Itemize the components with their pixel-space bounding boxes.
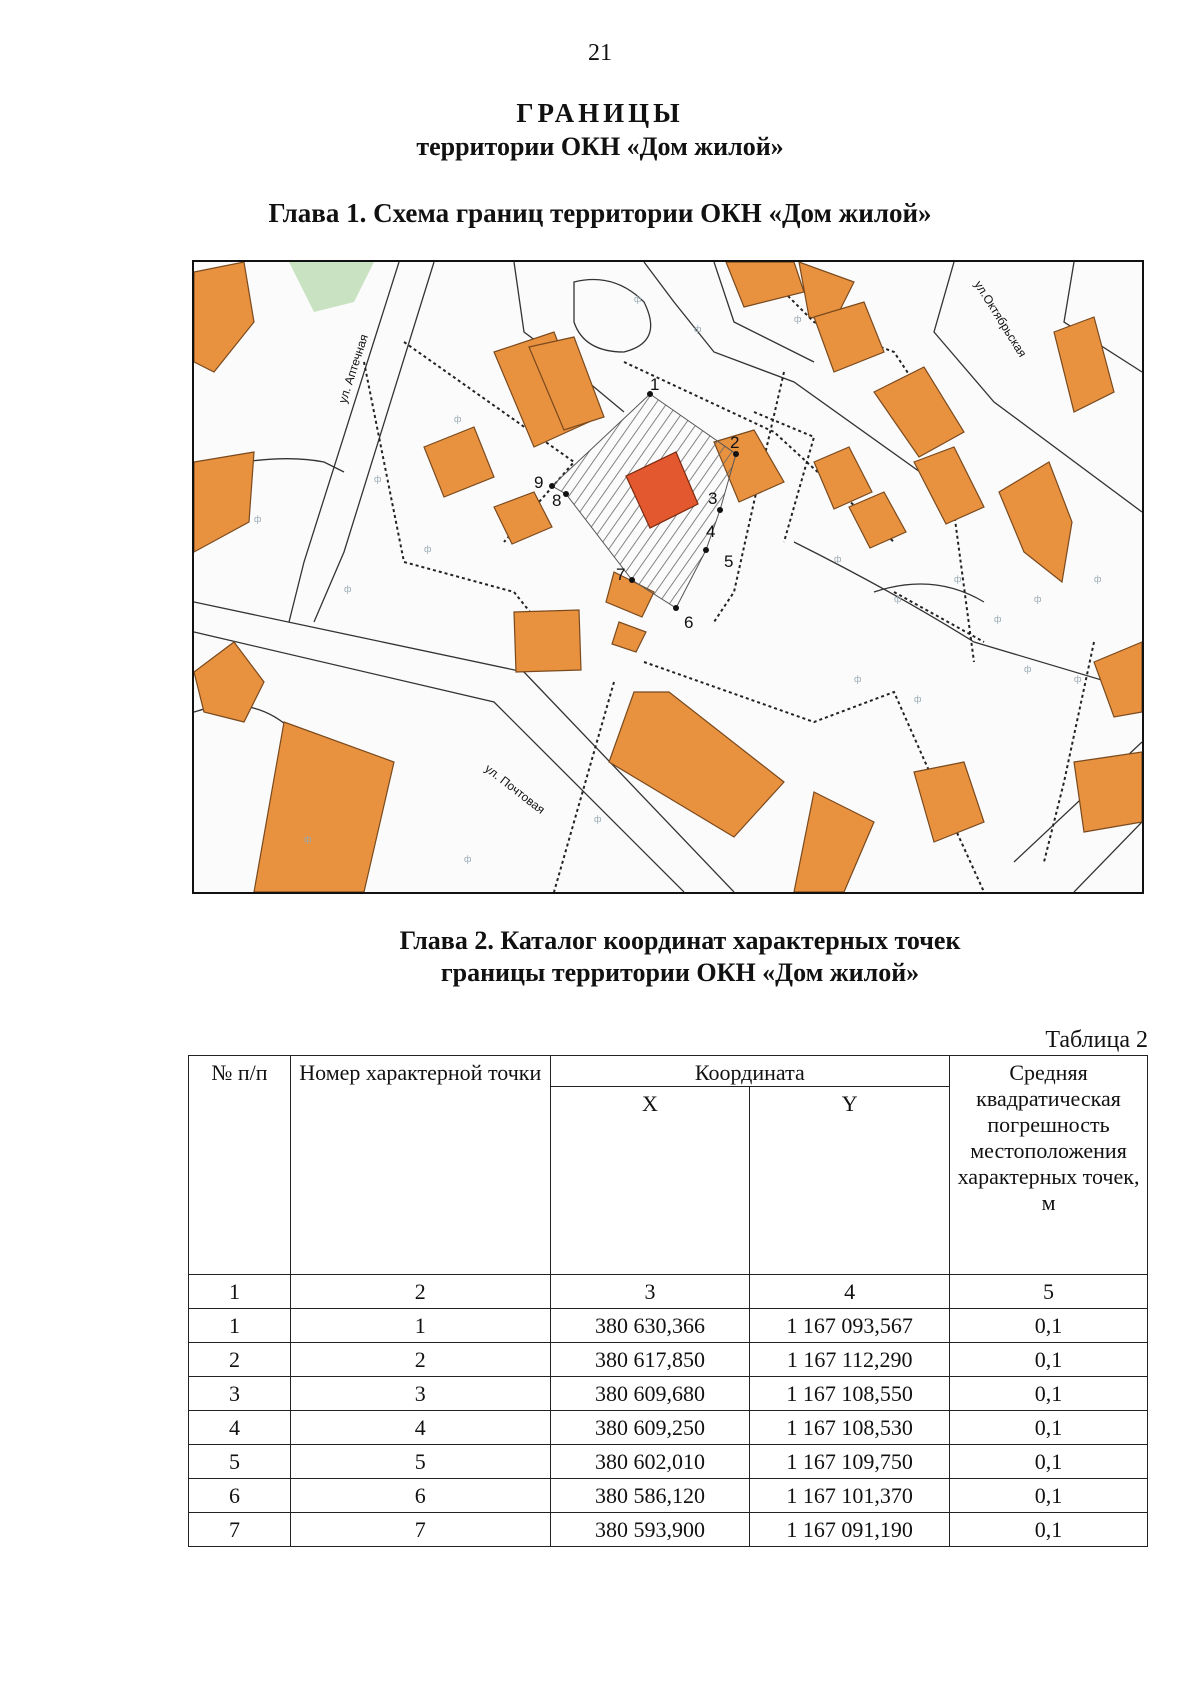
point-label: 7 (616, 565, 626, 584)
table-row (189, 1377, 1148, 1411)
svg-text:ф: ф (344, 584, 352, 594)
header-x: X (550, 1087, 750, 1275)
svg-text:ф: ф (454, 414, 462, 424)
svg-text:ф: ф (1094, 574, 1102, 584)
point-label: 1 (650, 375, 660, 394)
header-num: № п/п (189, 1056, 291, 1275)
table-cell: 4 (750, 1275, 950, 1309)
table-cell: 6 (290, 1479, 550, 1513)
point-label: 3 (708, 489, 718, 508)
table-cell: 0,1 (950, 1445, 1148, 1479)
table-cell: 1 167 093,567 (750, 1309, 950, 1343)
table-cell: 1 167 091,190 (750, 1513, 950, 1547)
table-cell: 0,1 (950, 1343, 1148, 1377)
point-label: 6 (684, 613, 694, 632)
table-cell: 1 167 108,530 (750, 1411, 950, 1445)
table-cell: 3 (550, 1275, 750, 1309)
table-cell: 5 (290, 1445, 550, 1479)
svg-text:ф: ф (694, 324, 702, 334)
point-label: 5 (724, 552, 734, 571)
table-row (189, 1343, 1148, 1377)
table-cell: 4 (290, 1411, 550, 1445)
table-cell: 380 586,120 (550, 1479, 750, 1513)
header-y: Y (750, 1087, 950, 1275)
header-error: Средняя квадратическая погрешность местоположения характерных точек, м (950, 1056, 1148, 1275)
svg-text:ф: ф (994, 614, 1002, 624)
table-cell: 1 167 101,370 (750, 1479, 950, 1513)
header-point: Номер характерной точки (290, 1056, 550, 1275)
svg-text:ф: ф (894, 594, 902, 604)
table-cell: 0,1 (950, 1411, 1148, 1445)
street-label: ул. Почтовая (482, 761, 548, 817)
chapter1-heading: Глава 1. Схема границ территории ОКН «Дом жилой» (268, 198, 932, 228)
svg-text:ф: ф (634, 294, 642, 304)
svg-text:ф: ф (1024, 664, 1032, 674)
svg-text:ф: ф (954, 574, 962, 584)
table-cell: 1 167 109,750 (750, 1445, 950, 1479)
table-cell: 3 (189, 1377, 291, 1411)
svg-text:ф: ф (304, 834, 312, 844)
table-row (189, 1479, 1148, 1513)
table-cell: 3 (290, 1377, 550, 1411)
table-cell: 0,1 (950, 1377, 1148, 1411)
svg-text:ф: ф (464, 854, 472, 864)
header-coordinate: Координата (550, 1056, 949, 1087)
table-cell: 1 (189, 1309, 291, 1343)
boundary-map (192, 260, 1144, 894)
chapter2-heading (330, 925, 1030, 989)
table-cell: 7 (189, 1513, 291, 1547)
table-row (189, 1309, 1148, 1343)
table-cell: 380 602,010 (550, 1445, 750, 1479)
svg-text:ф: ф (1034, 594, 1042, 604)
table-cell: 5 (189, 1445, 291, 1479)
point-label: 2 (730, 433, 740, 452)
table-cell: 7 (290, 1513, 550, 1547)
street-label: ул. Аптечная (335, 332, 371, 405)
table-cell: 380 609,680 (550, 1377, 750, 1411)
chapter2-heading-line1: Глава 2. Каталог координат характерных точек (399, 926, 961, 955)
coordinates-table (188, 1055, 1148, 1547)
document-subtitle: территории ОКН «Дом жилой» (416, 132, 784, 161)
table-cell: 1 (189, 1275, 291, 1309)
table-cell: 380 617,850 (550, 1343, 750, 1377)
table-cell: 0,1 (950, 1309, 1148, 1343)
table-cell: 1 167 108,550 (750, 1377, 950, 1411)
chapter2-heading-line2: границы территории ОКН «Дом жилой» (440, 958, 920, 987)
table-cell: 5 (950, 1275, 1148, 1309)
table-cell: 1 (290, 1309, 550, 1343)
page-number: 21 (588, 40, 612, 66)
table-cell: 380 609,250 (550, 1411, 750, 1445)
svg-text:ф: ф (1074, 674, 1082, 684)
table-cell: 380 593,900 (550, 1513, 750, 1547)
table-cell: 0,1 (950, 1513, 1148, 1547)
point-label: 4 (706, 522, 716, 541)
table-cell: 1 167 112,290 (750, 1343, 950, 1377)
table-row (189, 1513, 1148, 1547)
table-cell: 6 (189, 1479, 291, 1513)
svg-text:ф: ф (914, 694, 922, 704)
svg-text:ф: ф (374, 474, 382, 484)
table-row (189, 1445, 1148, 1479)
index-row (189, 1275, 1148, 1309)
point-label: 9 (534, 473, 544, 492)
table-cell: 0,1 (950, 1479, 1148, 1513)
table-row (189, 1411, 1148, 1445)
table-cell: 2 (189, 1343, 291, 1377)
svg-text:ф: ф (594, 814, 602, 824)
table-cell: 380 630,366 (550, 1309, 750, 1343)
table-cell: 2 (290, 1275, 550, 1309)
table-caption: Таблица 2 (1045, 1027, 1148, 1053)
svg-text:ф: ф (794, 314, 802, 324)
svg-text:ф: ф (854, 674, 862, 684)
street-label: ул.Октябрьская (971, 278, 1030, 360)
table-cell: 4 (189, 1411, 291, 1445)
svg-text:ф: ф (424, 544, 432, 554)
document-title: ГРАНИЦЫ (516, 98, 684, 128)
table-cell: 2 (290, 1343, 550, 1377)
point-label: 8 (552, 491, 562, 510)
svg-text:ф: ф (834, 554, 842, 564)
svg-text:ф: ф (254, 514, 262, 524)
